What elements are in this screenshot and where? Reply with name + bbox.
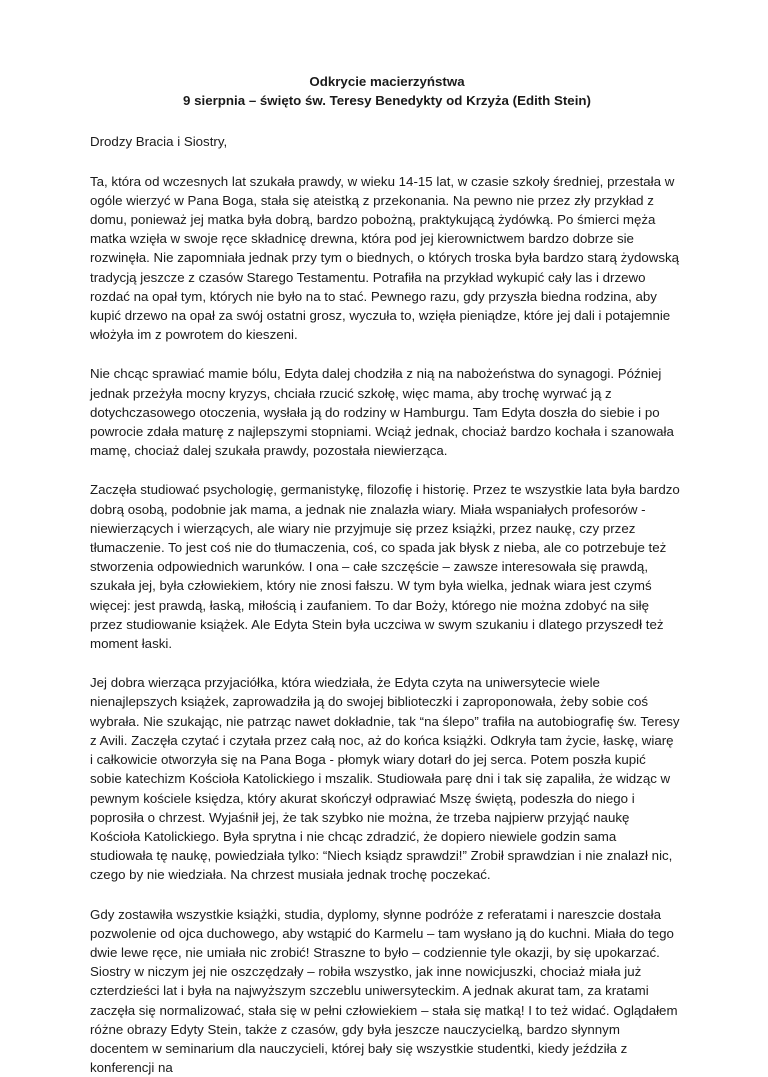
paragraph-3: Zaczęła studiować psychologię, germanistykę, filozofię i historię. Przez te wszystkie lata była bardzo dobrą osobą, podobnie jak mama, a jednak nie znalazła wiary. Miała wspaniałych profesorów - niewierzących i wierzących, ale wiary nie przyjmuje się przez książki, przez naukę, czy przez tłumaczenie. To jest coś nie do tłumaczenia, coś, co spada jak błysk z nieba, ale co potrzebuje też stworzenia odpowiednich warunków. I ona – całe szczęście – zawsze interesowała się prawdą, szukała jej, była człowiekiem, który nie znosi fałszu. W tym była wielka, jednak wiara jest czymś więcej: jest prawdą, łaską, miłością i zaufaniem. To dar Boży, którego nie można zdobyć na siłę przez studiowanie książek. Ale Edyta Stein była uczciwa w swym szukaniu i dlatego przyszedł też moment łaski. [90,482,680,652]
document-header [90,72,680,110]
paragraph-5: Gdy zostawiła wszystkie książki, studia, dyplomy, słynne podróże z referatami i nareszcie dostała pozwolenie od ojca duchowego, aby wstąpić do Karmelu – tam wysłano ją do kuchni. Miała do tego dwie lewe ręce, nie umiała nic zrobić! Straszne to było – codziennie tyle okazji, by się upokarzać. Siostry w niczym jej nie oszczędzały – robiła wszystko, jak inne nowicjuszki, chociaż miała już czterdzieści lat i była na najwyższym szczeblu uniwersyteckim. A jednak akurat tam, za kratami zaczęła się normalizować, stała się w pełni człowiekiem – stała się matką! I to też widać. Oglądałem różne obrazy Edyty Stein, także z czasów, gdy była jeszcze nauczycielką, bardzo słynnym docentem w seminarium dla nauczycieli, której bały się wszystkie studentki, kiedy jeździła z konferencji na [90,906,678,1076]
paragraph-2: Nie chcąc sprawiać mamie bólu, Edyta dalej chodziła z nią na nabożeństwa do synagogi. Później jednak przeżyła mocny kryzys, chciała rzucić szkołę, więc mama, aby trochę wyrwać ją z dotychczasowego otoczenia, wysłała ją do rodziny w Hamburgu. Tam Edyta doszła do siebie i po powrocie zdała maturę z najlepszymi stopniami. Wciąż jednak, chociaż bardzo kochała i szanowała mamę, chociaż dalej szukała prawdy, pozostała niewierząca. [90,366,674,459]
document-title: Odkrycie macierzyństwa [309,74,465,89]
paragraph-1: Ta, która od wczesnych lat szukała prawdy, w wieku 14-15 lat, w czasie szkoły średniej, przestała w ogóle wierzyć w Pana Boga, stała się ateistką z przekonania. Na pewno nie przez zły przykład z domu, ponieważ jej matka była dobrą, bardzo pobożną, praktykującą żydówką. Po śmierci męża matka wzięła w swoje ręce składnicę drewna, która pod jej kierownictwem bardzo dobrze sie rozwinęła. Nie zapomniała jednak przy tym o biednych, o których troska była bardzo starą żydowską tradycją jeszcze z czasów Starego Testamentu. Potrafiła na przykład wykupić cały las i drzewo rozdać na opał tym, których nie było na to stać. Pewnego razu, gdy przyszła biedna rodzina, aby kupić drzewo na opał za swój ostatni grosz, wyczuła to, wzięła pieniądze, które jej dali i potajemnie włożyła im z powrotem do kieszeni. [90,173,680,343]
document-body [90,172,680,1077]
document-subtitle: 9 sierpnia – święto św. Teresy Benedykty od Krzyża (Edith Stein) [183,93,591,109]
paragraph-4: Jej dobra wierząca przyjaciółka, która wiedziała, że Edyta czyta na uniwersytecie wiele nienajlepszych książek, zaprowadziła ją do swojej biblioteczki i zaproponowała, żeby sobie coś wybrała. Nie szukając, nie patrząc nawet dokładnie, tak “na ślepo” trafiła na autobiografię św. Teresy z Avili. Zaczęła czytać i czytała przez całą noc, aż do końca książki. Odkryła tam życie, łaskę, wiarę i całkowicie otworzyła się na Pana Boga - płomyk wiary dotarł do jej serca. Potem poszła kupić sobie katechizm Kościoła Katolickiego i mszalik. Studiowała parę dni i tak się zapaliła, że widząc w pewnym kościele księdza, który akurat skończył odprawiać Mszę świętą, podeszła do niego i poprosiła o chrzest. Wyjaśnił jej, że tak szybko nie można, że trzeba najpierw przyjąć naukę Kościoła Katolickiego. Była sprytna i nie chcąc zdradzić, że dopiero niewiele godzin sama studiowała tę naukę, powiedziała tylko: “Niech ksiądz sprawdzi!” Zrobił sprawdzian i nie znalazł nic, czego by nie wiedziała. Na chrzest musiała jednak trochę poczekać. [90,675,680,883]
greeting: Drodzy Bracia i Siostry, [90,134,228,150]
